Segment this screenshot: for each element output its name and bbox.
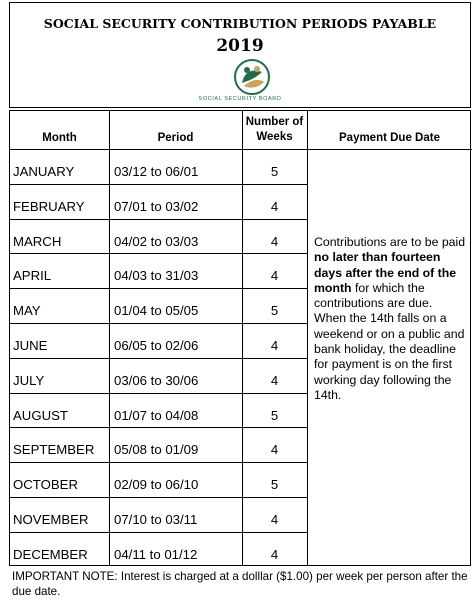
month-cell: FEBRUARY <box>13 199 85 214</box>
period-cell: 03/06 to 30/06 <box>114 373 199 388</box>
due-date-text: for which the contributions are due. <box>314 280 433 311</box>
period-cell: 03/12 to 06/01 <box>114 164 199 179</box>
important-note: IMPORTANT NOTE: Interest is charged at a dolllar ($1.00) per week per person after the due date. <box>12 570 468 598</box>
month-cell: JANUARY <box>13 164 75 179</box>
weeks-cell: 4 <box>270 338 279 353</box>
row-divider <box>10 358 307 359</box>
weeks-cell: 4 <box>270 373 279 388</box>
period-cell: 05/08 to 01/09 <box>114 442 199 457</box>
due-date-paragraph-1 <box>314 235 470 311</box>
contribution-table <box>9 110 471 566</box>
row-divider <box>10 393 307 394</box>
column-header-period: Period <box>157 132 194 144</box>
period-cell: 04/03 to 31/03 <box>114 268 199 283</box>
weeks-cell: 5 <box>270 303 279 318</box>
row-divider <box>10 497 307 498</box>
weeks-cell: 5 <box>270 164 279 179</box>
row-divider <box>10 532 307 533</box>
month-cell: APRIL <box>13 268 52 283</box>
month-cell: AUGUST <box>13 408 68 423</box>
column-header-due-date: Payment Due Date <box>339 132 440 144</box>
month-cell: JUNE <box>13 338 48 353</box>
period-cell: 02/09 to 06/10 <box>114 477 199 492</box>
weeks-cell: 5 <box>270 477 279 492</box>
period-cell: 01/07 to 04/08 <box>114 408 199 423</box>
payment-due-date-text <box>314 235 470 403</box>
logo-caption: SOCIAL SECURITY BOARD <box>198 96 282 102</box>
social-security-board-logo <box>232 58 272 96</box>
due-date-text: Contributions are to be paid <box>314 235 466 249</box>
period-cell: 07/10 to 03/11 <box>114 512 198 527</box>
header-box <box>9 2 471 108</box>
column-header-month: Month <box>42 132 77 144</box>
weeks-cell: 4 <box>270 199 279 214</box>
document-year: 2019 <box>216 36 264 56</box>
row-divider <box>10 323 307 324</box>
month-cell: DECEMBER <box>13 547 88 562</box>
row-divider <box>10 427 307 428</box>
weeks-cell: 4 <box>270 512 279 527</box>
row-divider <box>10 462 307 463</box>
period-cell: 06/05 to 02/06 <box>114 338 199 353</box>
weeks-cell: 4 <box>270 547 279 562</box>
row-divider <box>10 184 307 185</box>
month-cell: JULY <box>13 373 45 388</box>
row-divider <box>10 288 307 289</box>
weeks-cell: 4 <box>270 234 279 249</box>
month-cell: SEPTEMBER <box>13 442 95 457</box>
month-cell: NOVEMBER <box>13 512 89 527</box>
period-cell: 07/01 to 03/02 <box>114 199 199 214</box>
period-cell: 01/04 to 05/05 <box>114 303 199 318</box>
document-title: SOCIAL SECURITY CONTRIBUTION PERIODS PAYABLE <box>43 16 437 31</box>
column-header-weeks: Number of Weeks <box>245 116 304 143</box>
due-date-emphasis: no later than fourteen days after the end of the month <box>314 250 457 295</box>
weeks-cell: 4 <box>270 268 279 283</box>
header-divider <box>10 149 472 150</box>
row-divider <box>10 219 307 220</box>
month-cell: OCTOBER <box>13 477 78 492</box>
row-divider <box>10 253 307 254</box>
due-date-paragraph-2: When the 14th falls on a weekend or on a public and bank holiday, the deadline for payment is on the first working day following the 14th. <box>314 311 465 402</box>
month-cell: MAY <box>13 303 41 318</box>
period-cell: 04/02 to 03/03 <box>114 234 199 249</box>
month-cell: MARCH <box>13 234 62 249</box>
weeks-cell: 5 <box>270 408 279 423</box>
weeks-cell: 4 <box>270 442 279 457</box>
column-divider <box>307 111 308 565</box>
period-cell: 04/11 to 01/12 <box>114 547 198 562</box>
